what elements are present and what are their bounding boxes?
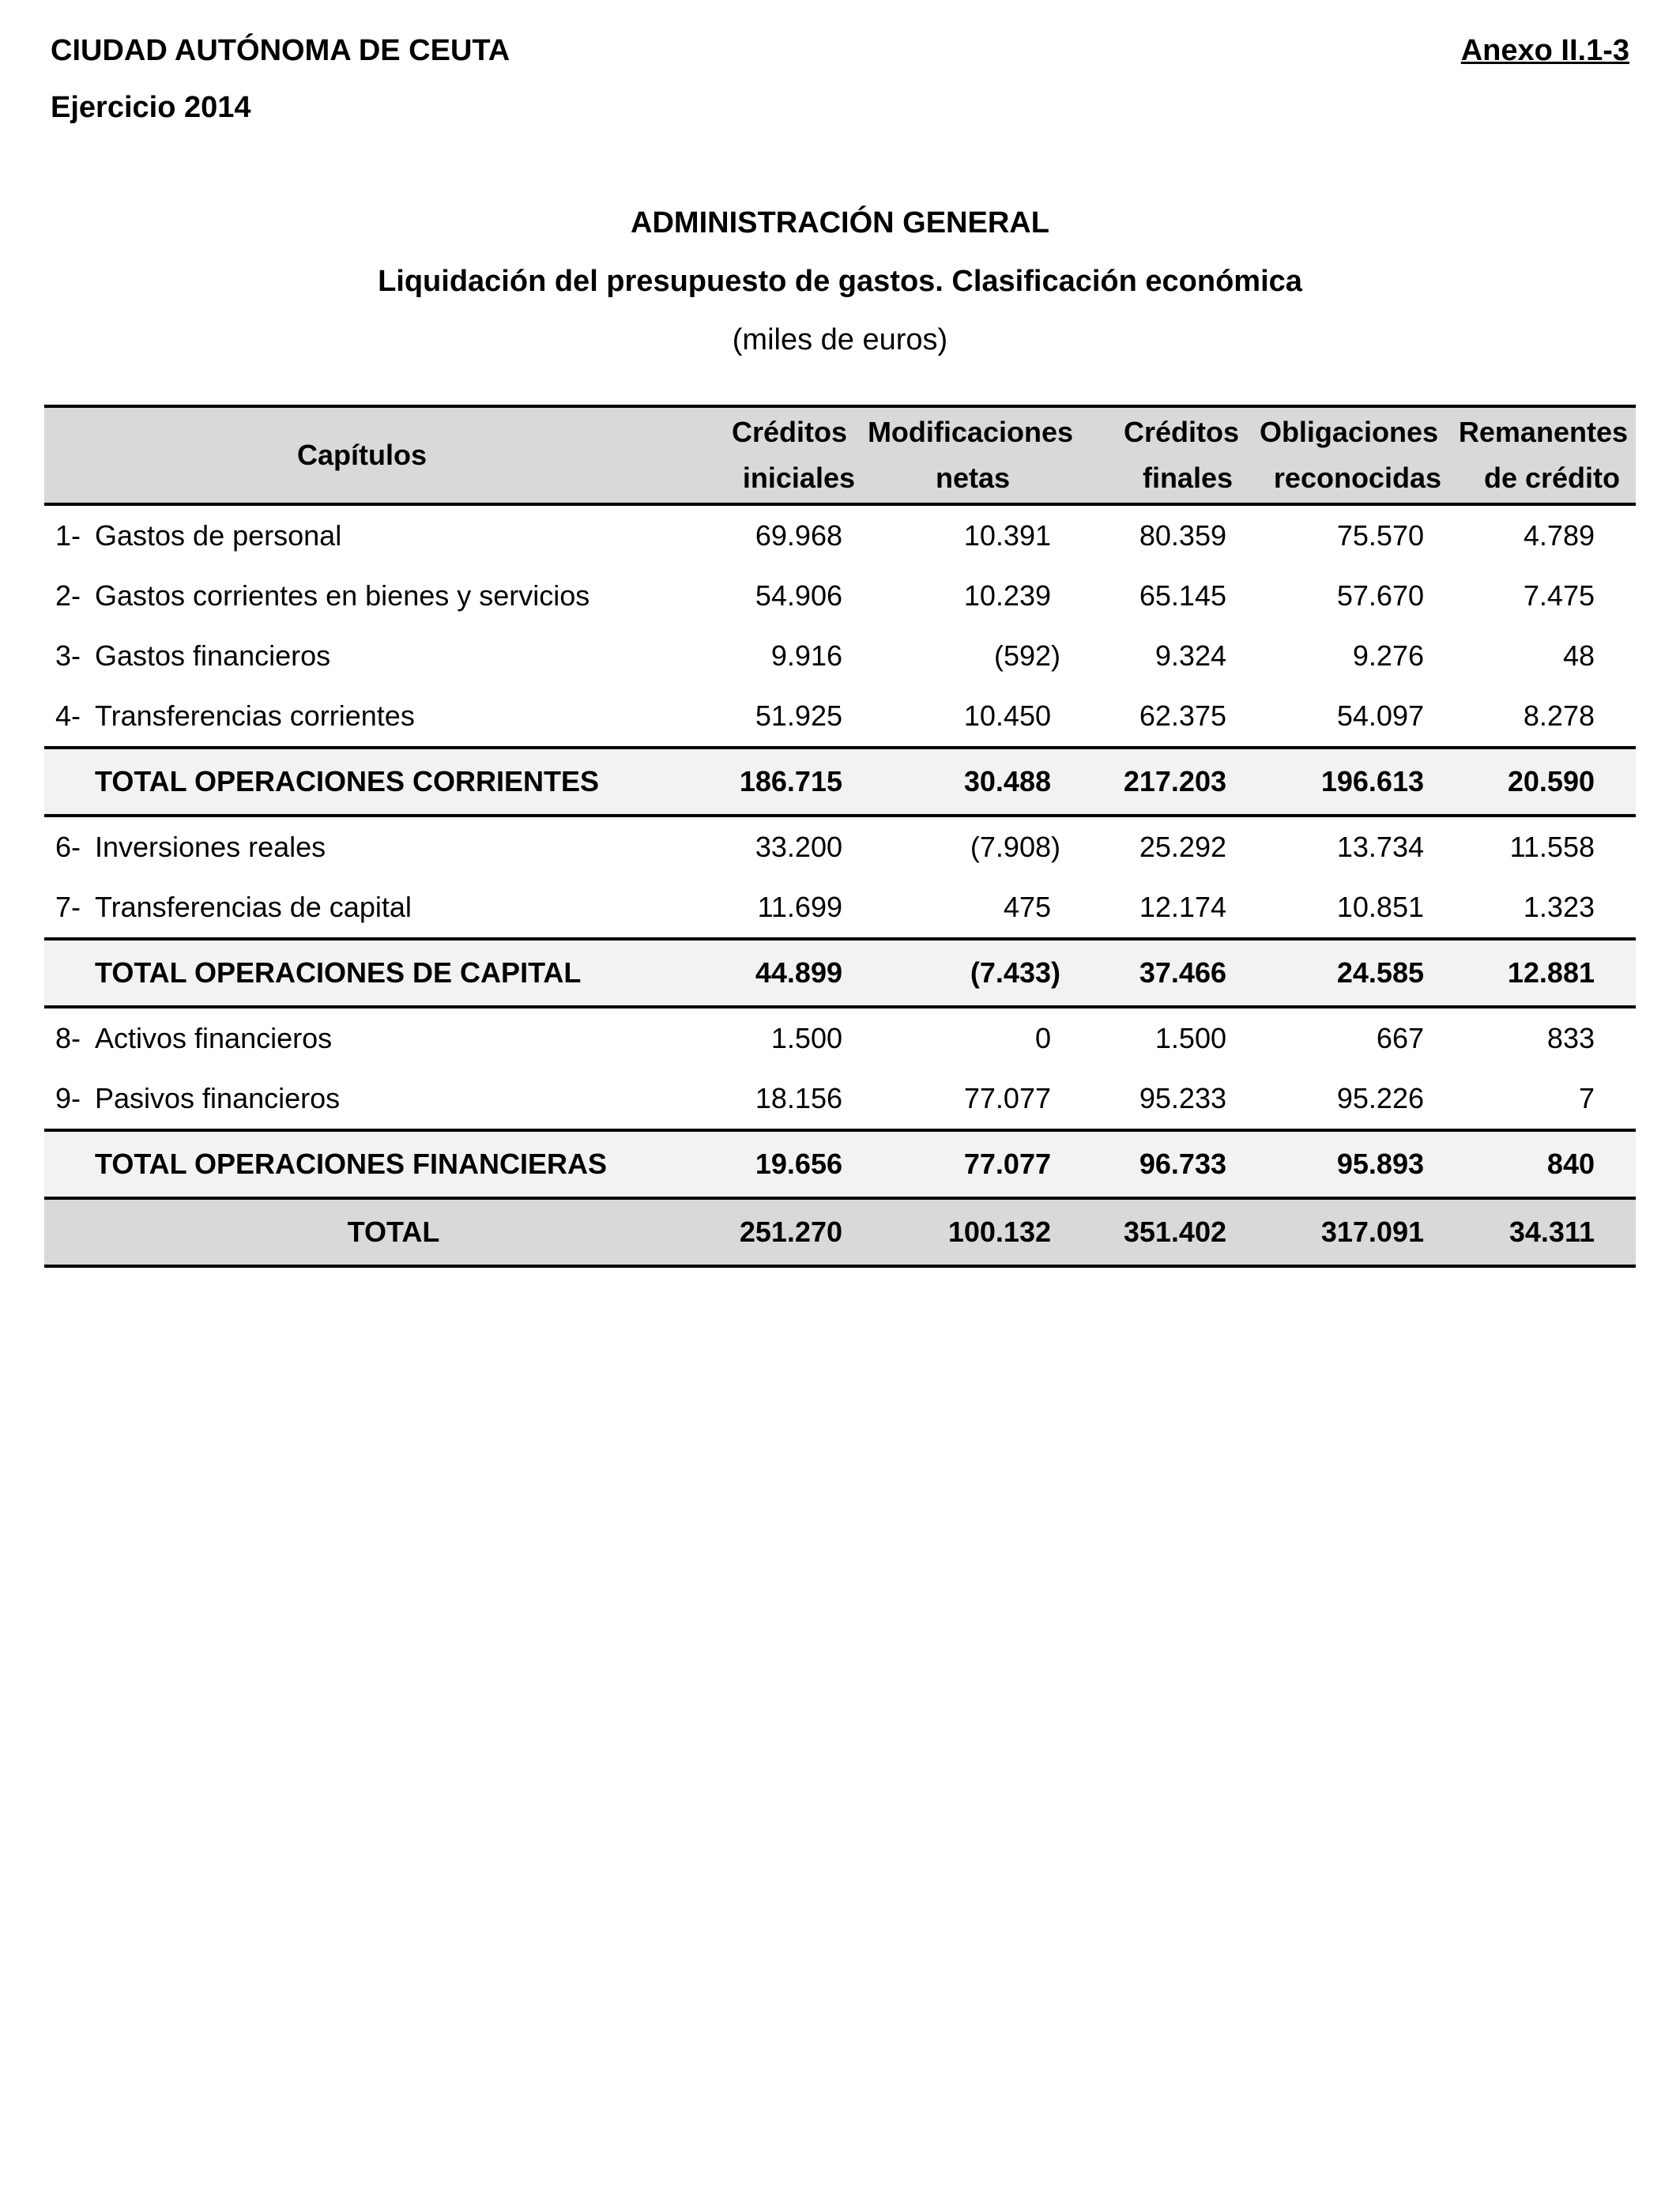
grand-total-label: TOTAL	[44, 1198, 680, 1266]
report-subtitle: Liquidación del presupuesto de gastos. Clasificación económica	[378, 265, 1302, 298]
cell-obligaciones: 54.097	[1336, 699, 1424, 732]
document-header	[51, 32, 510, 145]
table-row	[44, 686, 1636, 748]
cell-remanentes: 1.323	[1523, 891, 1595, 923]
cell-creditos-iniciales: 11.699	[757, 891, 842, 923]
table-row	[44, 877, 1636, 939]
cell-modificaciones: (7.433)	[858, 939, 1079, 1007]
cell-remanentes: 20.590	[1448, 748, 1636, 816]
chapter-number: 4-	[55, 699, 81, 732]
annex-reference: Anexo II.1-3	[1460, 34, 1629, 67]
header-creditos-iniciales: Créditos iniciales	[680, 406, 858, 504]
cell-creditos-iniciales: 33.200	[755, 831, 842, 863]
cell-obligaciones: 317.091	[1250, 1198, 1448, 1266]
cell-remanentes: 833	[1546, 1022, 1595, 1054]
cell-modificaciones: 30.488	[858, 748, 1079, 816]
cell-obligaciones: 24.585	[1250, 939, 1448, 1007]
report-titles	[0, 204, 1680, 359]
entity-name: CIUDAD AUTÓNOMA DE CEUTA	[51, 34, 510, 67]
cell-remanentes: 7.475	[1523, 579, 1595, 612]
chapter-label: Gastos financieros	[95, 639, 331, 672]
chapter-number: 8-	[55, 1022, 81, 1054]
cell-creditos-finales: 62.375	[1139, 699, 1226, 732]
cell-creditos-iniciales: 51.925	[755, 699, 842, 732]
cell-creditos-finales: 9.324	[1155, 639, 1226, 672]
cell-creditos-finales: 25.292	[1139, 831, 1226, 863]
cell-obligaciones: 13.734	[1336, 831, 1424, 863]
table-row	[44, 626, 1636, 686]
cell-creditos-iniciales: 69.968	[755, 519, 842, 552]
chapter-label: Pasivos financieros	[95, 1082, 341, 1114]
cell-creditos-finales: 351.402	[1079, 1198, 1250, 1266]
cell-modificaciones: (592)	[993, 639, 1060, 672]
cell-creditos-iniciales: 18.156	[755, 1082, 842, 1114]
cell-creditos-finales: 217.203	[1079, 748, 1250, 816]
table-row	[44, 566, 1636, 626]
cell-modificaciones: 10.239	[963, 579, 1051, 612]
cell-obligaciones: 196.613	[1250, 748, 1448, 816]
table-row	[44, 1069, 1636, 1130]
header-capitulos: Capítulos	[44, 406, 680, 504]
table-row	[44, 816, 1636, 877]
cell-obligaciones: 9.276	[1352, 639, 1424, 672]
cell-remanentes: 34.311	[1448, 1198, 1636, 1266]
cell-creditos-iniciales: 44.899	[680, 939, 858, 1007]
cell-obligaciones: 667	[1376, 1022, 1424, 1054]
cell-modificaciones: 0	[1034, 1022, 1051, 1054]
cell-creditos-iniciales: 9.916	[770, 639, 842, 672]
table-row	[44, 1007, 1636, 1069]
header-obligaciones-reconocidas: Obligaciones reconocidas	[1250, 406, 1448, 504]
chapter-number: 7-	[55, 891, 81, 923]
header-modificaciones-netas: Modificaciones netas	[858, 406, 1079, 504]
cell-remanentes: 7	[1578, 1082, 1595, 1114]
subtotal-row-corrientes	[44, 748, 1636, 816]
cell-remanentes: 840	[1448, 1130, 1636, 1198]
chapter-number: 3-	[55, 639, 81, 672]
chapter-label: Transferencias corrientes	[95, 699, 415, 732]
cell-modificaciones: 475	[1003, 891, 1051, 923]
chapter-number: 9-	[55, 1082, 81, 1114]
cell-creditos-finales: 1.500	[1155, 1022, 1226, 1054]
cell-modificaciones: 10.450	[963, 699, 1051, 732]
cell-modificaciones: 10.391	[963, 519, 1051, 552]
cell-obligaciones: 10.851	[1336, 891, 1424, 923]
fiscal-year: Ejercicio 2014	[51, 91, 251, 124]
cell-remanentes: 11.558	[1509, 831, 1595, 863]
report-title: ADMINISTRACIÓN GENERAL	[631, 206, 1049, 239]
cell-modificaciones: 77.077	[858, 1130, 1079, 1198]
table-header-row	[44, 406, 1636, 504]
cell-creditos-finales: 12.174	[1139, 891, 1226, 923]
budget-table	[44, 405, 1636, 1268]
cell-creditos-finales: 37.466	[1079, 939, 1250, 1007]
cell-creditos-iniciales: 251.270	[680, 1198, 858, 1266]
cell-creditos-iniciales: 54.906	[755, 579, 842, 612]
report-units: (miles de euros)	[732, 323, 948, 356]
cell-creditos-finales: 80.359	[1139, 519, 1226, 552]
cell-remanentes: 8.278	[1523, 699, 1595, 732]
chapter-label: Gastos de personal	[95, 519, 342, 552]
subtotal-row-financieras	[44, 1130, 1636, 1198]
cell-remanentes: 12.881	[1448, 939, 1636, 1007]
chapter-label: Transferencias de capital	[95, 891, 412, 923]
chapter-label: Gastos corrientes en bienes y servicios	[95, 579, 590, 612]
subtotal-label: TOTAL OPERACIONES CORRIENTES	[44, 748, 680, 816]
cell-obligaciones: 75.570	[1336, 519, 1424, 552]
grand-total-row	[44, 1198, 1636, 1266]
cell-remanentes: 48	[1562, 639, 1595, 672]
chapter-number: 2-	[55, 579, 81, 612]
header-remanentes-credito: Remanentes de crédito	[1448, 406, 1636, 504]
cell-obligaciones: 95.893	[1250, 1130, 1448, 1198]
cell-creditos-iniciales: 19.656	[680, 1130, 858, 1198]
cell-obligaciones: 95.226	[1336, 1082, 1424, 1114]
chapter-number: 6-	[55, 831, 81, 863]
subtotal-row-capital	[44, 939, 1636, 1007]
chapter-number: 1-	[55, 519, 81, 552]
cell-remanentes: 4.789	[1523, 519, 1595, 552]
cell-modificaciones: (7.908)	[970, 831, 1060, 863]
chapter-label: Activos financieros	[95, 1022, 333, 1054]
table-row	[44, 504, 1636, 566]
cell-modificaciones: 100.132	[858, 1198, 1079, 1266]
cell-creditos-finales: 95.233	[1139, 1082, 1226, 1114]
subtotal-label: TOTAL OPERACIONES FINANCIERAS	[44, 1130, 680, 1198]
cell-obligaciones: 57.670	[1336, 579, 1424, 612]
subtotal-label: TOTAL OPERACIONES DE CAPITAL	[44, 939, 680, 1007]
chapter-label: Inversiones reales	[95, 831, 326, 863]
header-creditos-finales: Créditos finales	[1079, 406, 1250, 504]
cell-modificaciones: 77.077	[963, 1082, 1051, 1114]
cell-creditos-iniciales: 186.715	[680, 748, 858, 816]
cell-creditos-finales: 65.145	[1139, 579, 1226, 612]
cell-creditos-iniciales: 1.500	[770, 1022, 842, 1054]
cell-creditos-finales: 96.733	[1079, 1130, 1250, 1198]
